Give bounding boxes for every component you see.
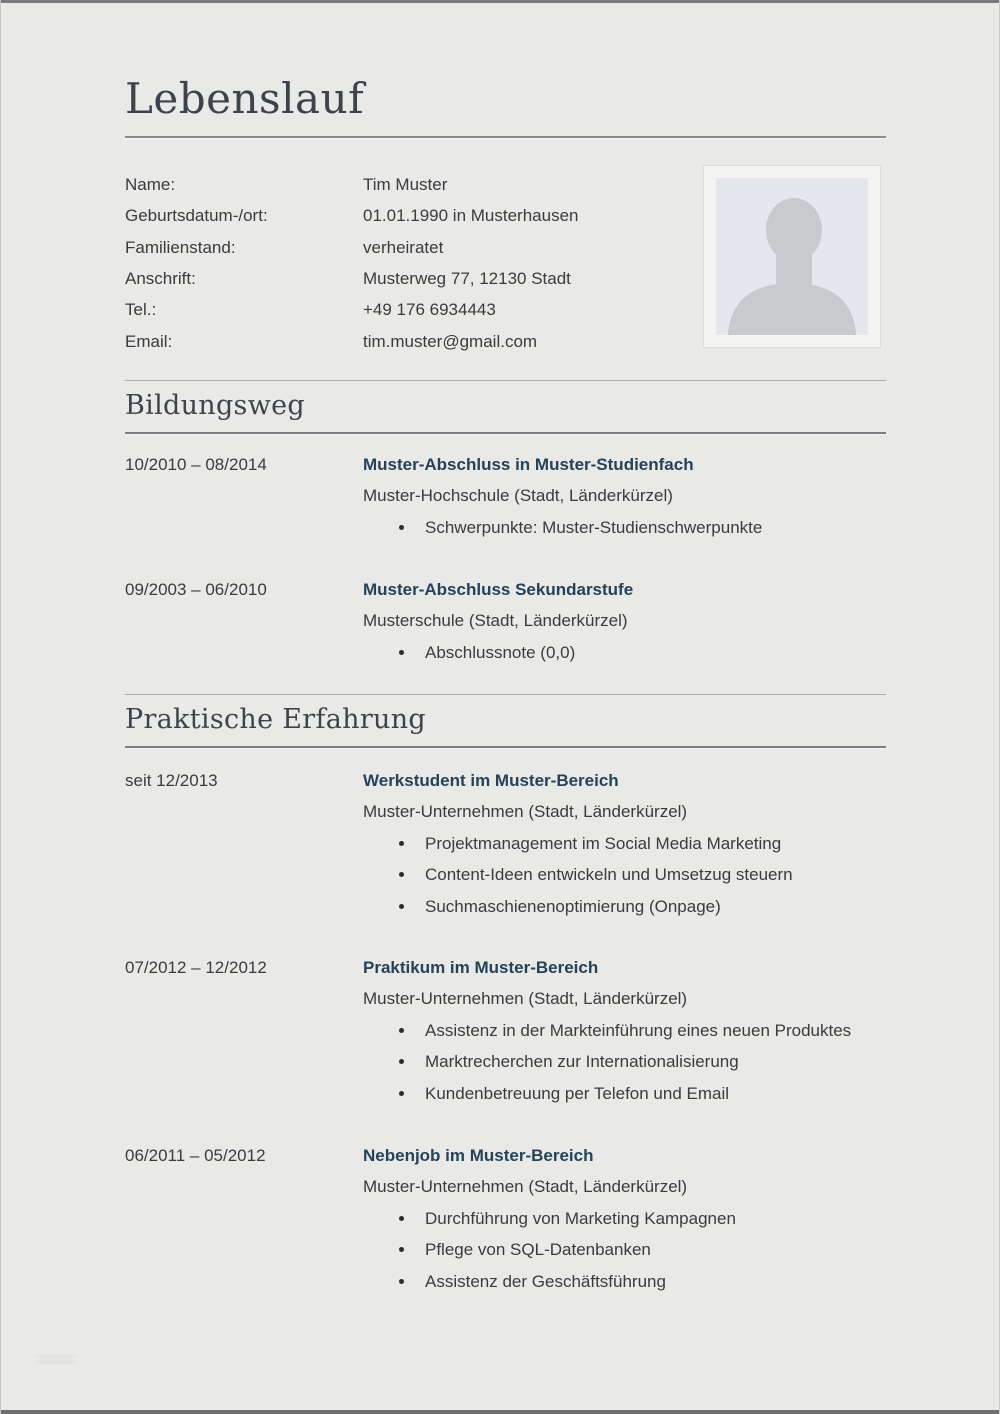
entry-bullet-list [363,1203,886,1297]
entry-title: Nebenjob im Muster-Bereich [363,1146,594,1165]
bullet-item: Durchführung von Marketing Kampagnen [363,1203,886,1234]
field-label: Geburtsdatum-/ort: [125,206,268,226]
entry-bullet-list [363,637,886,668]
entry-bullet-list [363,1015,886,1109]
education-entry [125,574,886,668]
section-top-rule [125,694,886,695]
entry-title: Muster-Abschluss Sekundarstufe [363,580,634,599]
section-header-praktische-erfahrung [125,694,886,748]
entry-body [363,952,886,1109]
personal-row-address [125,263,685,294]
field-label: Name: [125,175,176,194]
field-label: Anschrift: [125,269,196,289]
field-label: Email: [125,331,173,351]
entry-subtitle: Muster-Unternehmen (Stadt, Länderkürzel) [363,802,688,822]
page-bottom-edge [0,1410,1000,1414]
page-top-edge [0,0,1000,3]
entry-subtitle: Musterschule (Stadt, Länderkürzel) [363,611,628,631]
personal-row-email [125,326,685,357]
experience-entry [125,765,886,922]
section-top-rule [125,380,886,381]
experience-entry [125,1140,886,1297]
entry-subtitle: Muster-Hochschule (Stadt, Länderkürzel) [363,486,673,506]
watermark-smudge [36,1352,76,1370]
bullet-item: Assistenz in der Markteinführung eines neuen Produktes [363,1015,886,1046]
entry-bullet-list [363,828,886,922]
field-value: tim.muster@gmail.com [363,331,538,351]
bullet-item: Pflege von SQL-Datenbanken [363,1234,886,1265]
experience-entry [125,952,886,1109]
field-value: 01.01.1990 in Musterhausen [363,206,579,226]
field-label: Familienstand: [125,237,236,257]
personal-row-phone [125,294,685,325]
section-heading: Bildungsweg [125,390,305,421]
field-value: +49 176 6934443 [363,300,496,320]
field-value: Tim Muster [363,175,448,194]
entry-date: 10/2010 – 08/2014 [125,455,267,474]
field-value: Musterweg 77, 12130 Stadt [363,269,571,289]
photo-area [716,178,868,335]
bullet-item: Suchmaschienenoptimierung (Onpage) [363,891,886,922]
page-title: Lebenslauf [125,74,365,123]
entry-bullet-list [363,512,886,543]
field-label: Tel.: [125,300,157,320]
entry-title: Muster-Abschluss in Muster-Studienfach [363,455,694,474]
photo-placeholder [703,165,881,348]
entry-date: seit 12/2013 [125,771,218,790]
entry-title: Werkstudent im Muster-Bereich [363,771,619,790]
bullet-item: Schwerpunkte: Muster-Studienschwerpunkte [363,512,886,543]
personal-row-birth [125,200,685,231]
entry-body [363,765,886,922]
bullet-item: Abschlussnote (0,0) [363,637,886,668]
entry-body [363,1140,886,1297]
bullet-item: Content-Ideen entwickeln und Umsetzug steuern [363,859,886,890]
bullet-item: Projektmanagement im Social Media Marketing [363,828,886,859]
personal-info-block [125,169,685,357]
education-entry [125,449,886,543]
entry-body [363,574,886,668]
person-silhouette-icon [716,178,868,335]
personal-row-name [125,169,685,200]
entry-subtitle: Muster-Unternehmen (Stadt, Länderkürzel) [363,1177,688,1197]
bullet-item: Assistenz der Geschäftsführung [363,1266,886,1297]
entry-title: Praktikum im Muster-Bereich [363,958,599,977]
section-bottom-rule [125,746,886,748]
entry-date: 06/2011 – 05/2012 [125,1146,266,1165]
page-left-edge [0,0,1,1414]
entry-body [363,449,886,543]
section-bottom-rule [125,432,886,434]
section-header-bildungsweg [125,380,886,434]
personal-row-marital-status [125,232,685,263]
bullet-item: Kundenbetreuung per Telefon und Email [363,1078,886,1109]
field-value: verheiratet [363,237,444,257]
section-heading: Praktische Erfahrung [125,704,427,735]
entry-subtitle: Muster-Unternehmen (Stadt, Länderkürzel) [363,989,688,1009]
title-divider [125,136,886,138]
entry-date: 07/2012 – 12/2012 [125,958,267,977]
entry-date: 09/2003 – 06/2010 [125,580,267,599]
bullet-item: Marktrecherchen zur Internationalisierung [363,1046,886,1077]
